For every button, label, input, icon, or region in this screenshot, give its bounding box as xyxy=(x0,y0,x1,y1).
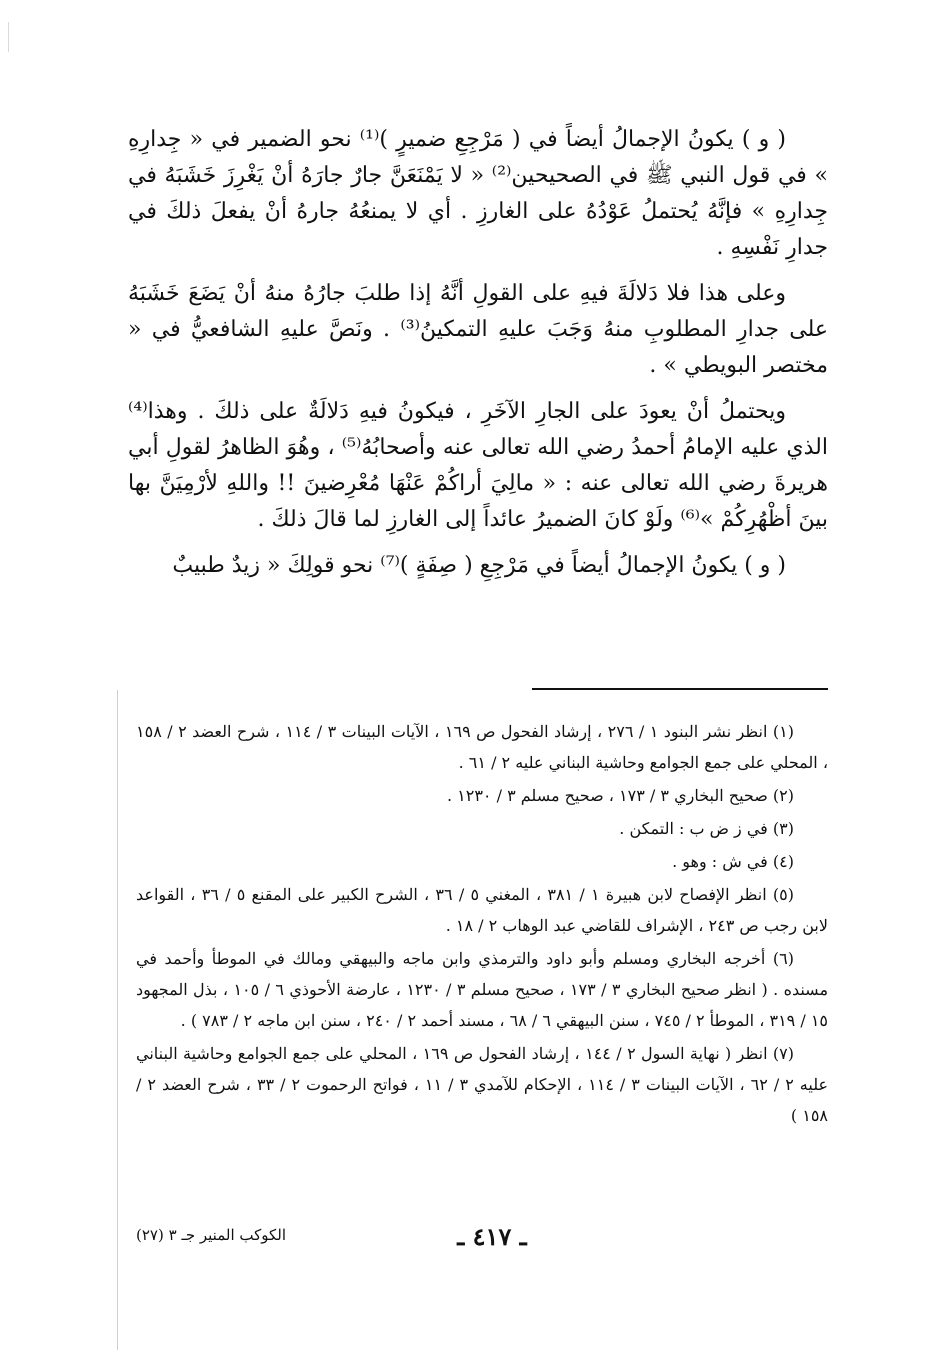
footnotes-section xyxy=(136,716,828,1133)
footnote-7: (٧) انظر ( نهاية السول ٢ / ١٤٤ ، إرشاد الفحول ص ١٦٩ ، المحلي على جمع الجوامع وحاشية البناني عليه ٢ / ٦٢ ، الآيات البينات ٣ / ١١٤ ، الإحكام للآمدي ٣ / ١١ ، فواتح الرحموت ٢ / ٣٣ ، شرح العضد ٢ / ١٥٨ ) xyxy=(136,1044,829,1125)
paragraph-pronoun-referent: ( و ) يكونُ الإجمالُ أيضاً في ( مَرْجِعِ ضميرٍ )⁽¹⁾ نحو الضمير في « جِدارِهِ » في قول النبي ﷺ في الصحيحين⁽²⁾ « لا يَمْنَعَنَّ جارٌ جارَهُ أنْ يَغْرِزَ خَشَبَهُ في جِدارِهِ » فإنَّهُ يُحتملُ عَوْدُهُ على الغارزِ . أي لا يمنعُهُ جارهُ أنْ يفعلَ ذلكَ في جدارِ نَفْسِهِ . xyxy=(128,127,828,260)
paragraph-consequence: وعلى هذا فلا دَلالَةَ فيهِ على القولِ أنَّهُ إذا طلبَ جارُهُ منهُ أنْ يَضَعَ خَشَبَهُ على جدارِ المطلوبِ منهُ وَجَبَ عليهِ التمكينُ⁽³⁾ . ونَصَّ عليهِ الشافعيُّ في « مختصر البويطي » . xyxy=(128,281,828,378)
page-footer xyxy=(136,1222,828,1262)
scan-edge-mark xyxy=(8,22,9,52)
footnote-2: (٢) صحيح البخاري ٣ / ١٧٣ ، صحيح مسلم ٣ / ١٢٣٠ . xyxy=(446,786,794,805)
footnote-separator xyxy=(532,688,828,690)
paragraph-other-neighbor: ويحتملُ أنْ يعودَ على الجارِ الآخَرِ ، فيكونُ فيهِ دَلالَةٌ على ذلكَ . وهذا⁽⁴⁾ الذي عليه الإمامُ أحمدُ رضي الله تعالى عنه وأصحابُهُ⁽⁵⁾ ، وهُوَ الظاهرُ لقولِ أبي هريرةَ رضي الله تعالى عنه : « مالِيَ أراكُمْ عَنْهَا مُعْرِضينَ !! واللهِ لأرْمِيَنَّ بها بينَ أظْهُرِكُمْ »⁽⁶⁾ ولَوْ كانَ الضميرُ عائداً إلى الغارزِ لما قالَ ذلكَ . xyxy=(128,399,828,532)
main-text-body xyxy=(128,122,828,594)
scan-gutter-line xyxy=(117,690,118,1350)
footnote-6: (٦) أخرجه البخاري ومسلم وأبو داود والترمذي وابن ماجه والبيهقي ومالك في الموطأ وأحمد في مسنده . ( انظر صحيح البخاري ٣ / ١٧٣ ، صحيح مسلم ٣ / ١٢٣٠ ، عارضة الأحوذي ٦ / ١٠٥ ، بذل المجهود ١٥ / ٣١٩ ، الموطأ ٢ / ٧٤٥ ، سنن البيهقي ٦ / ٦٨ ، مسند أحمد ٢ / ٢٤٠ ، سنن ابن ماجه ٢ / ٧٨٣ ) . xyxy=(136,949,829,1030)
footnote-5: (٥) انظر الإفصاح لابن هبيرة ١ / ٣٨١ ، المغني ٥ / ٣٦ ، الشرح الكبير على المقنع ٥ / ٣٦ ، القواعد لابن رجب ص ٢٤٣ ، الإشراف للقاضي عبد الوهاب ٢ / ١٨ . xyxy=(136,885,828,935)
paragraph-attribute-referent: ( و ) يكونُ الإجمالُ أيضاً في مَرْجِعِ ( صِفَةٍ )⁽⁷⁾ نحو قولِكَ « زيدٌ طبيبٌ xyxy=(172,553,786,578)
book-title-footer: الكوكب المنير جـ ٣ (٢٧) xyxy=(136,1226,287,1244)
footnote-3: (٣) في ز ض ب : التمكن . xyxy=(619,819,794,838)
page-number: ـ ٤١٧ ـ xyxy=(457,1222,527,1251)
footnote-4: (٤) في ش : وهو . xyxy=(672,852,794,871)
footnote-1: (١) انظر نشر البنود ١ / ٢٧٦ ، إرشاد الفحول ص ١٦٩ ، الآيات البينات ٣ / ١١٤ ، شرح العضد ٢ / ١٥٨ ، المحلي على جمع الجوامع وحاشية البناني عليه ٢ / ٦١ . xyxy=(136,722,828,772)
